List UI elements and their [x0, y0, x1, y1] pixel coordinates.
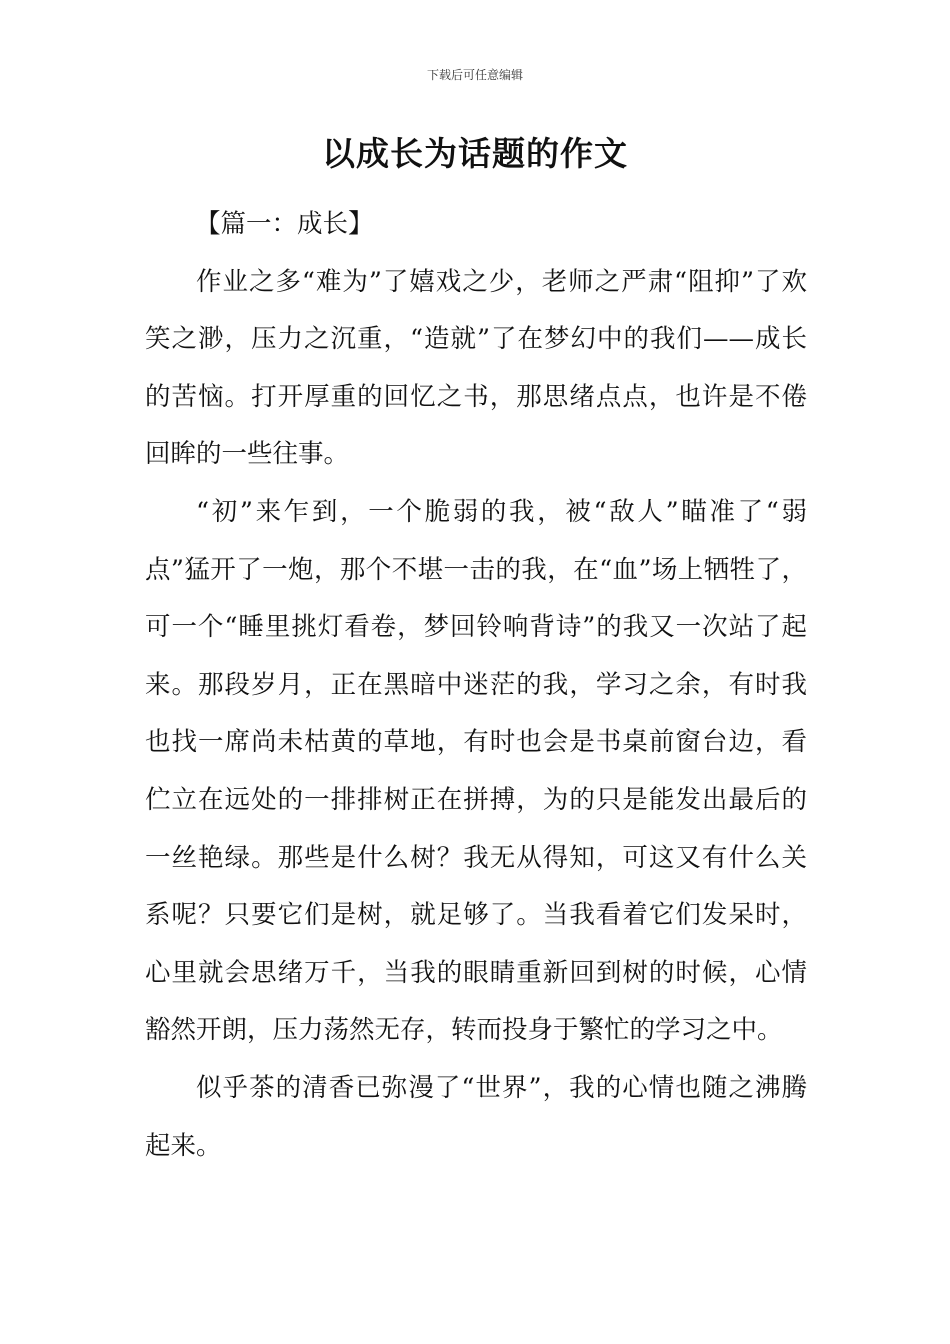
paragraph-3: 似乎茶的清香已弥漫了“世界”，我的心情也随之沸腾起来。	[145, 1072, 807, 1161]
section-heading: 【篇一：成长】	[195, 209, 374, 239]
header-note: 下载后可任意编辑	[426, 68, 523, 82]
document-title: 以成长为话题的作文	[322, 134, 628, 173]
paragraph-1: 作业之多“难为”了嬉戏之少，老师之严肃“阻抑”了欢笑之渺，压力之沉重，“造就”了在梦幻中的我们——成长的苦恼。打开厚重的回忆之书，那思绪点点，也许是不倦回眸的一些往事。	[145, 266, 807, 470]
paragraph-2: “初”来乍到，一个脆弱的我，被“敌人”瞄准了“弱点”猛开了一炮，那个不堪一击的我，在“血”场上牺牲了，可一个“睡里挑灯看卷，梦回铃响背诗”的我又一次站了起来。那段岁月，正在黑暗中迷茫的我，学习之余，有时我也找一席尚未枯黄的草地，有时也会是书桌前窗台边，看伫立在远处的一排排树正在拼搏，为的只是能发出最后的一丝艳绿。那些是什么树？我无从得知，可这又有什么关系呢？只要它们是树，就足够了。当我看着它们发呆时，心里就会思绪万千，当我的眼睛重新回到树的时候，心情豁然开朗，压力荡然无存，转而投身于繁忙的学习之中。	[145, 496, 807, 1046]
document-body	[145, 196, 807, 1175]
